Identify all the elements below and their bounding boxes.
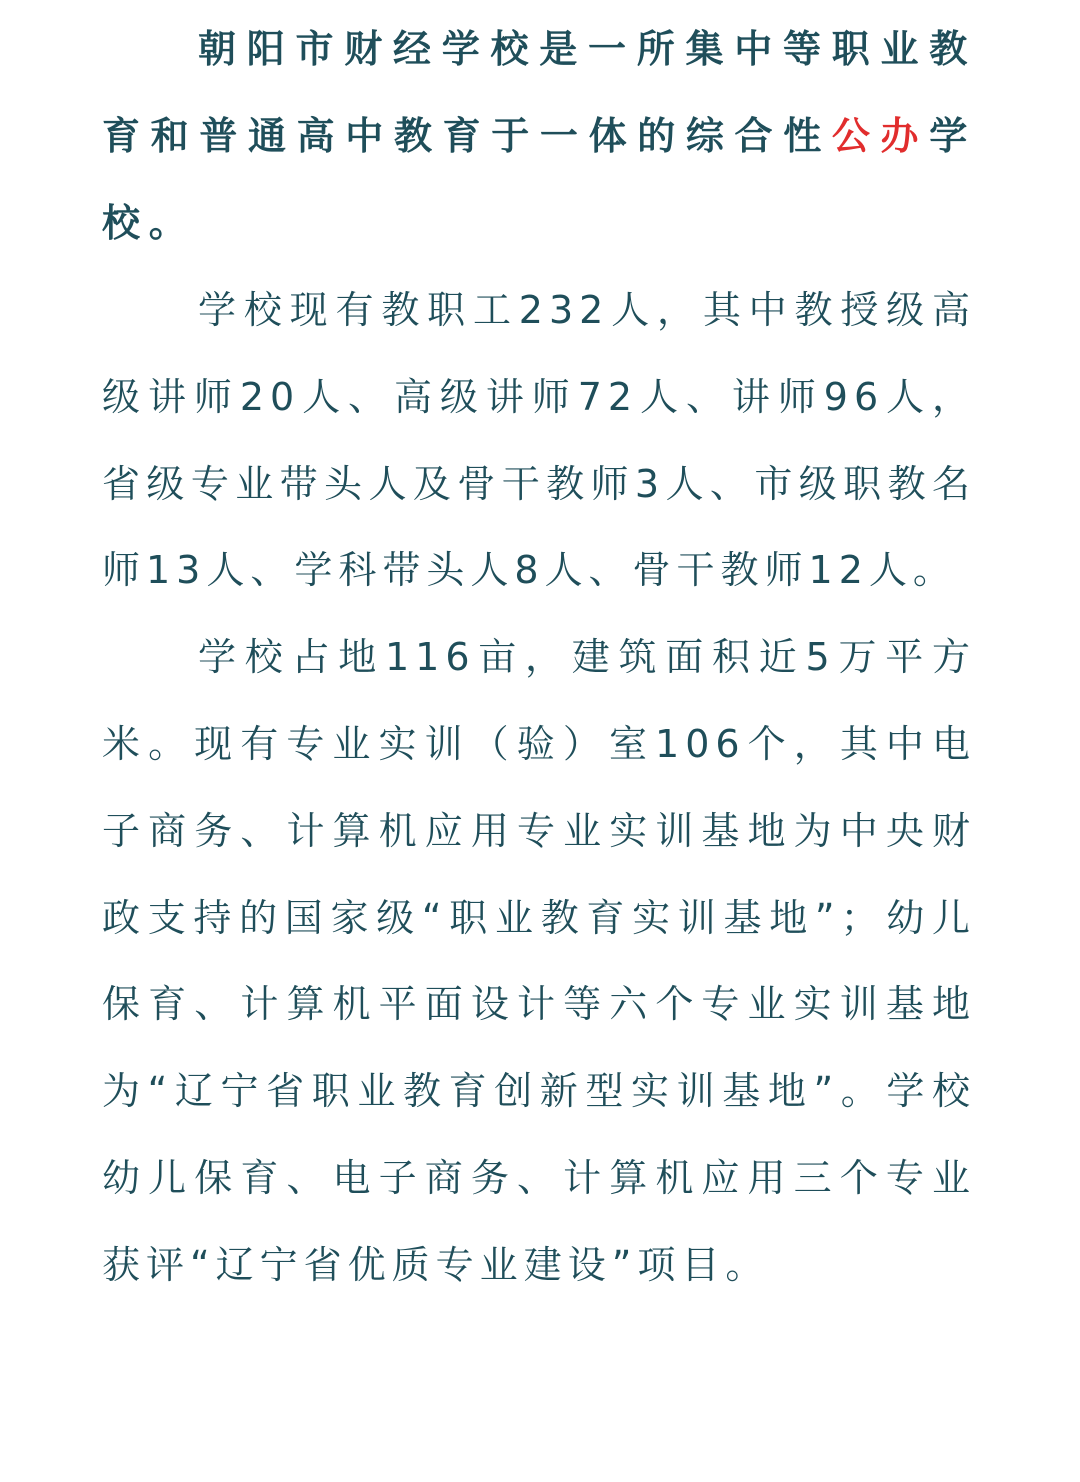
staff-paragraph: 学校现有教职工232人，其中教授级高级讲师20人、高级讲师72人、讲师96人，省级专业带头人及骨干教师3人、市级职教名师13人、学科带头人8人、骨干教师12人。 [102, 288, 976, 593]
intro-text-before: 朝阳市财经学校是一所集中等职业教育和普通高中教育于一体的综合性 [102, 27, 976, 158]
intro-text-after: 学校。 [102, 114, 976, 245]
article-body [102, 6, 976, 1309]
intro-paragraph [102, 6, 976, 267]
facilities-paragraph: 学校占地116亩，建筑面积近5万平方米。现有专业实训（验）室106个，其中电子商务、计算机应用专业实训基地为中央财政支持的国家级“职业教育实训基地”；幼儿保育、计算机平面设计等六个专业实训基地为“辽宁省职业教育创新型实训基地”。学校幼儿保育、电子商务、计算机应用三个专业获评“辽宁省优质专业建设”项目。 [102, 635, 976, 1287]
public-school-highlight: 公办 [831, 114, 930, 158]
